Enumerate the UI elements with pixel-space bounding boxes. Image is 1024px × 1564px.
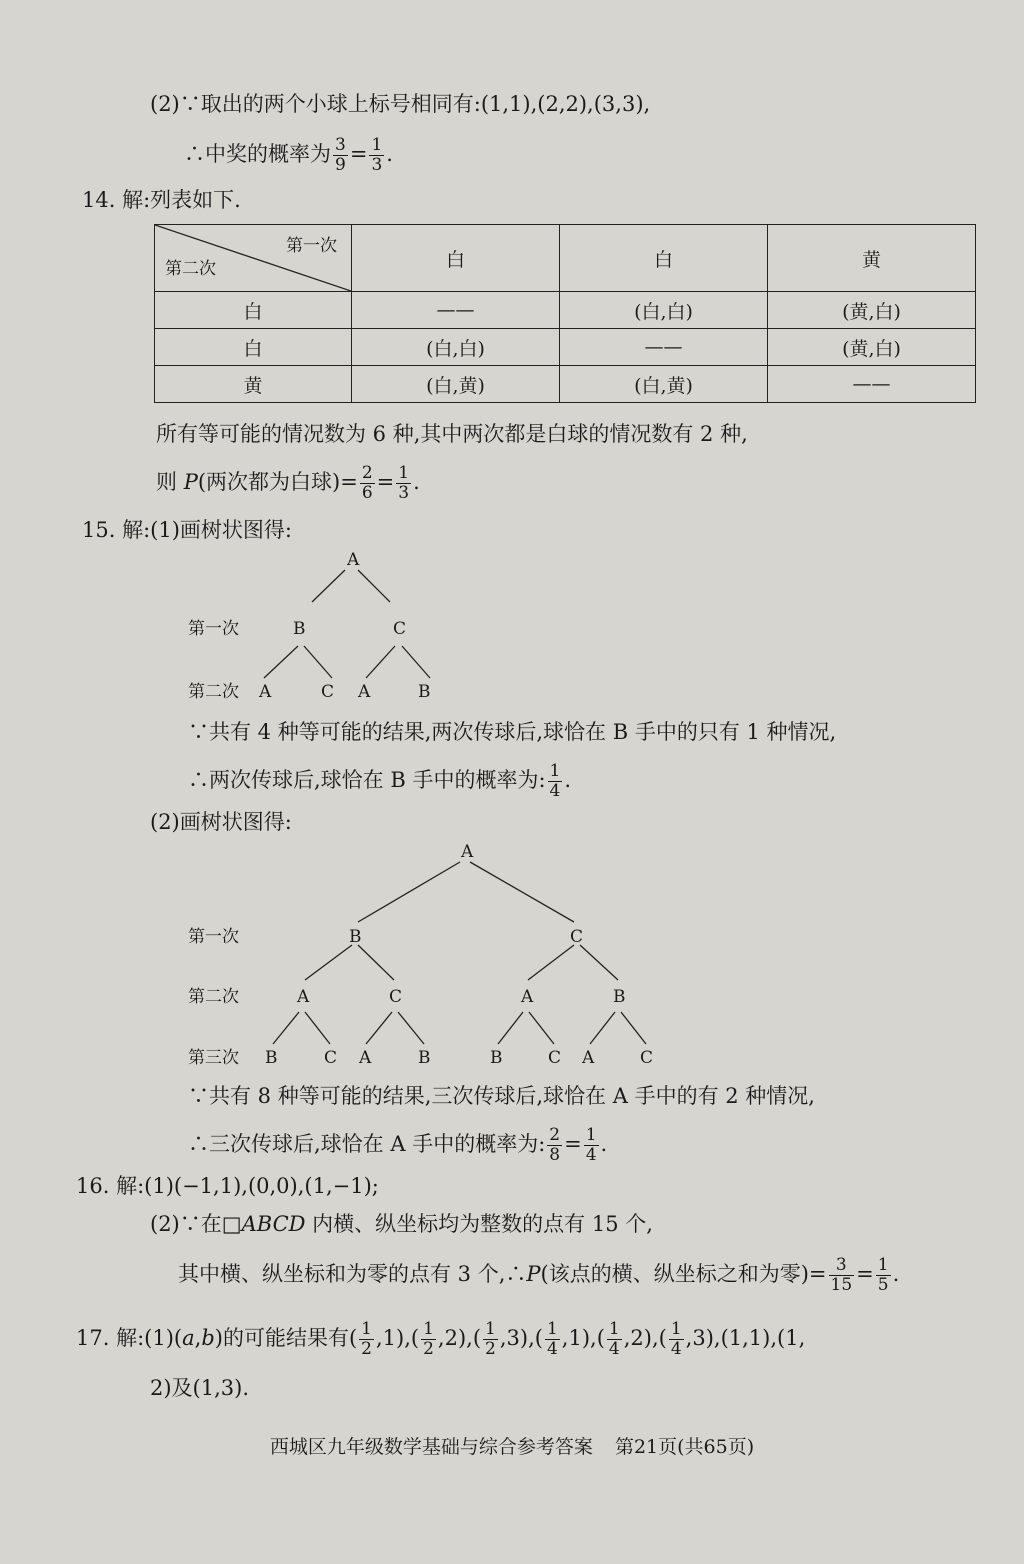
table-cell: (白,黄) [560,366,768,403]
fraction [548,762,563,801]
p14-text: 则 [156,470,184,494]
p15-line3: ∵共有 8 种等可能的结果,三次传球后,球恰在 A 手中的有 2 种情况, [188,1084,815,1108]
denominator: 4 [670,1339,682,1359]
p16-text: 其中横、纵坐标和为零的点有 3 个,∴ [178,1262,527,1286]
denominator: 2 [423,1339,434,1359]
denominator: 5 [877,1275,889,1295]
p17-text: ,2),( [623,1326,667,1350]
tree2-node: A [359,1048,372,1068]
tree-1-edges [264,570,430,678]
p16-text: (2)∵在□ [150,1212,242,1236]
footer-title: 西城区九年级数学基础与综合参考答案 [269,1436,593,1458]
variable-a: a [182,1326,195,1350]
p17-text: ,3),(1,1),(1, [685,1326,806,1350]
probability-symbol: P [526,1262,541,1286]
fraction [547,1126,562,1165]
p14-heading: 14. 解:列表如下. [82,188,241,212]
tree2-node: C [389,987,403,1007]
tree2-node: B [613,987,626,1007]
period: . [892,1262,900,1286]
equals-sign: = [376,470,395,494]
p17-text: 17. 解:(1)( [76,1326,183,1350]
p17-text: ,3),( [499,1326,543,1350]
corner-label-second: 第二次 [165,259,216,279]
table-row [155,366,976,403]
probability-symbol: P [183,470,198,494]
numerator: 1 [877,1255,889,1275]
tree1-level2-label: 第二次 [188,682,239,702]
corner-label-first: 第一次 [286,236,337,256]
equals-sign: = [349,142,368,166]
fraction [669,1320,684,1359]
table-cell: (白,白) [560,292,768,329]
p17-line1 [76,1320,805,1359]
p17-text: )的可能结果有( [214,1326,358,1350]
denominator: 3 [398,483,410,503]
variable-b: b [201,1326,215,1350]
tree2-node: B [349,927,362,947]
p15-text: ∴两次传球后,球恰在 B 手中的概率为: [188,768,546,792]
denominator: 6 [361,483,373,503]
p17-text: ,1),( [375,1326,420,1350]
table-row [155,329,976,366]
tree1-node: B [418,682,431,702]
denominator: 3 [371,155,383,175]
p17-text: ,1),( [561,1326,605,1350]
numerator: 1 [546,1319,558,1339]
tree1-node: B [293,619,306,639]
outcome-table [154,224,976,403]
tree2-node: C [548,1048,562,1068]
p16-line2 [178,1256,899,1295]
numerator: 1 [670,1319,682,1339]
numerator: 1 [485,1319,496,1339]
table-cell: (黄,白) [768,329,976,366]
fraction [584,1126,599,1165]
p16-heading: 16. 解:(1)(−1,1),(0,0),(1,−1); [76,1174,379,1198]
denominator: 4 [585,1145,597,1165]
period: . [600,1132,608,1156]
numerator: 3 [335,135,346,155]
p16-line1 [150,1210,653,1238]
table-cell: (白,白) [352,329,560,366]
numerator: 1 [585,1125,597,1145]
tree2-node: A [521,987,534,1007]
denominator: 2 [361,1339,372,1359]
p16-text: (该点的横、纵坐标之和为零)= [540,1262,827,1286]
fraction [545,1320,560,1359]
row-header: 白 [155,292,352,329]
row-header: 白 [155,329,352,366]
p13-line2 [184,136,393,175]
fraction [829,1256,855,1295]
equals-sign: = [856,1262,874,1286]
p17-line2: 2)及(1,3). [150,1376,250,1400]
p14-line2 [156,464,420,503]
p17-text: ,2),( [437,1326,482,1350]
period: . [386,142,393,166]
table-cell: (白,黄) [352,366,560,403]
numerator: 1 [398,463,410,483]
page-number: 第21页(共65页) [614,1436,755,1458]
p15-sub2: (2)画树状图得: [150,810,292,834]
tree-2-edges [273,862,646,1044]
fraction [369,136,384,175]
column-header: 白 [352,225,560,292]
tree2-node: A [297,987,310,1007]
tree2-node: C [324,1048,338,1068]
fraction [396,464,411,503]
tree2-root: A [461,842,474,862]
p13-line1: (2)∵取出的两个小球上标号相同有:(1,1),(2,2),(3,3), [150,92,651,116]
numerator: 1 [361,1319,372,1339]
p17-text: , [194,1326,202,1350]
tree1-node: C [393,619,407,639]
denominator: 4 [546,1339,558,1359]
numerator: 1 [371,135,383,155]
equals-sign: = [564,1132,582,1156]
p15-text: ∴三次传球后,球恰在 A 手中的概率为: [188,1132,546,1156]
numerator: 1 [423,1319,434,1339]
column-header: 黄 [768,225,976,292]
denominator: 8 [549,1145,561,1165]
page-footer [0,1432,1024,1459]
period: . [564,768,572,792]
fraction [421,1320,436,1359]
tree2-node: C [640,1048,654,1068]
column-header: 白 [560,225,768,292]
p15-line4 [188,1126,607,1165]
table-cell: —— [560,329,768,366]
fraction [360,464,375,503]
numerator: 1 [549,761,561,781]
fraction [359,1320,374,1359]
p14-line1: 所有等可能的情况数为 6 种,其中两次都是白球的情况数有 2 种, [156,422,748,446]
row-header: 黄 [155,366,352,403]
fraction [876,1256,891,1295]
tree2-node: B [490,1048,503,1068]
p13-text: ∴中奖的概率为 [184,142,331,166]
table-header-row [155,225,976,292]
p14-text: (两次都为白球)= [197,470,358,494]
p15-line2 [188,762,571,801]
tree2-node: B [265,1048,278,1068]
parallelogram-name: ABCD [241,1212,306,1236]
denominator: 4 [608,1339,620,1359]
tree2-level1-label: 第一次 [188,927,239,947]
tree1-level1-label: 第一次 [188,619,239,639]
table-row [155,292,976,329]
denominator: 9 [335,155,346,175]
tree1-node: A [358,682,371,702]
tree2-node: C [570,927,584,947]
numerator: 3 [829,1256,855,1276]
p15-line1: ∵共有 4 种等可能的结果,两次传球后,球恰在 B 手中的只有 1 种情况, [188,720,837,744]
p15-heading: 15. 解:(1)画树状图得: [82,518,292,542]
fraction [607,1320,622,1359]
table-cell: (黄,白) [768,292,976,329]
tree2-level3-label: 第三次 [188,1048,239,1068]
p16-text: 内横、纵坐标均为整数的点有 15 个, [305,1212,653,1236]
tree1-root: A [347,550,360,570]
numerator: 1 [608,1319,620,1339]
tree1-node: A [259,682,272,702]
numerator: 2 [549,1125,561,1145]
tree2-node: A [582,1048,595,1068]
table-cell: —— [352,292,560,329]
tree2-node: B [418,1048,431,1068]
denominator: 15 [830,1275,853,1295]
tree2-level2-label: 第二次 [188,987,239,1007]
tree1-node: C [321,682,335,702]
denominator: 2 [485,1339,496,1359]
table-corner-cell [155,225,352,292]
fraction [333,136,348,175]
numerator: 2 [361,463,373,483]
denominator: 4 [549,781,561,801]
period: . [413,470,420,494]
table-cell: —— [768,366,976,403]
fraction [483,1320,498,1359]
